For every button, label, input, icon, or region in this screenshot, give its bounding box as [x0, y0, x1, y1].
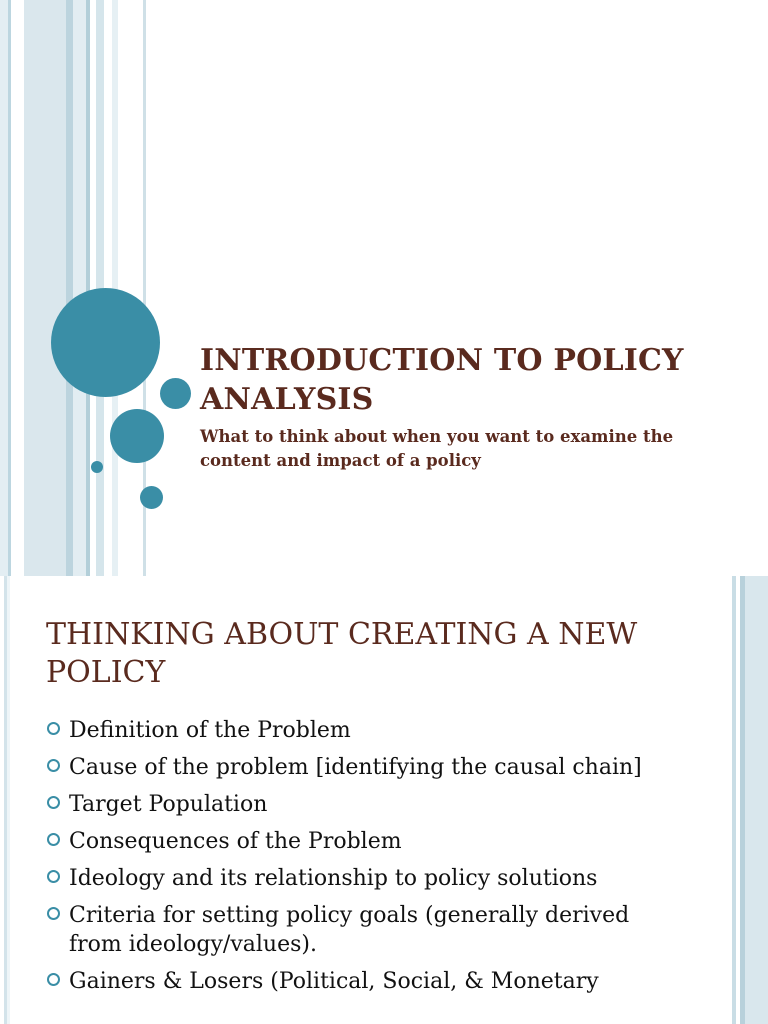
large-circle-decoration [51, 288, 160, 397]
slide-title: THINKING ABOUT CREATING A NEW POLICY [46, 617, 638, 690]
decorative-stripes-right [732, 576, 768, 1024]
bullet-list [46, 716, 686, 1004]
small-circle-decoration [160, 378, 191, 409]
list-item: Gainers & Losers (Political, Social, & Monetary [46, 967, 686, 996]
ring-bullet-icon [47, 907, 60, 920]
decorative-stripes [0, 0, 150, 576]
ring-bullet-icon [47, 722, 60, 735]
list-item: Consequences of the Problem [46, 827, 686, 856]
list-item: Cause of the problem [identifying the causal chain] [46, 753, 686, 782]
ring-bullet-icon [47, 833, 60, 846]
list-item: Definition of the Problem [46, 716, 686, 745]
slide-subtitle: What to think about when you want to examine the content and impact of a policy [200, 427, 674, 470]
slide-title: INTRODUCTION TO POLICY ANALYSIS [200, 343, 684, 417]
list-item: Ideology and its relationship to policy solutions [46, 864, 686, 893]
small-circle-decoration-bottom [140, 486, 163, 509]
ring-bullet-icon [47, 796, 60, 809]
content-slide [0, 576, 768, 1024]
medium-circle-decoration [110, 409, 164, 463]
list-item: Target Population [46, 790, 686, 819]
tiny-circle-decoration [91, 461, 103, 473]
ring-bullet-icon [47, 870, 60, 883]
left-edge-stripes [0, 576, 10, 1024]
ring-bullet-icon [47, 759, 60, 772]
ring-bullet-icon [47, 973, 60, 986]
list-item: Criteria for setting policy goals (generally derived from ideology/values). [46, 901, 686, 959]
